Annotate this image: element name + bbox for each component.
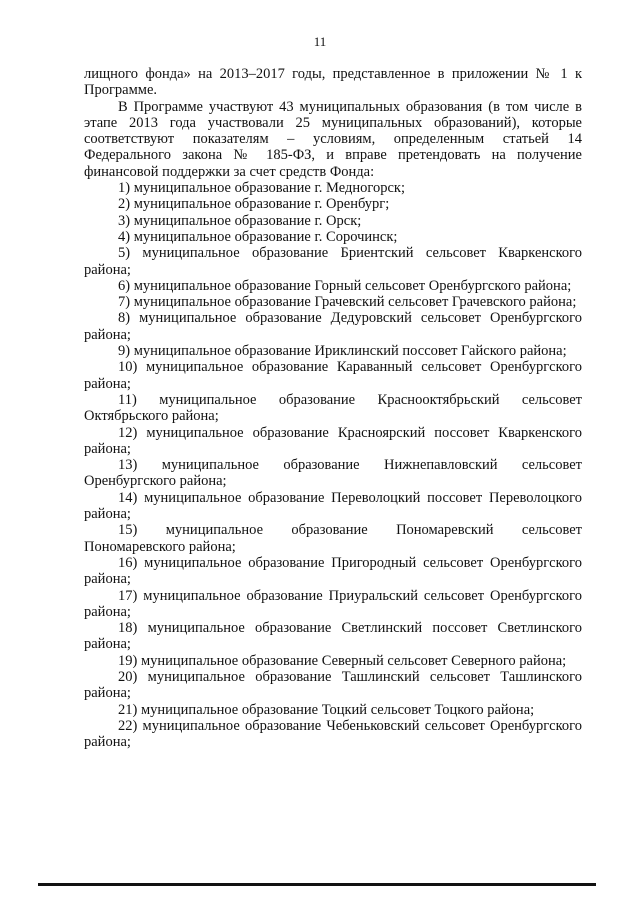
list-item-text: муниципальное образование Приуральский сельсовет Оренбургского района; [84, 587, 582, 620]
list-item [84, 180, 582, 196]
list-item-number: 11) [118, 391, 137, 408]
list-item [84, 522, 582, 555]
list-item-number: 13) [118, 457, 138, 474]
list-item-number: 18) [118, 620, 138, 637]
list-item-number: 19) [118, 652, 138, 669]
list-item-text: муниципальное образование Краснооктябрьский сельсовет Октябрьского района; [84, 391, 582, 425]
list-item-text: муниципальное образование г. Оренбург; [133, 196, 390, 213]
list-item-number: 10) [118, 359, 138, 376]
list-item-text: муниципальное образование Ириклинский поссовет Гайского района; [133, 343, 567, 360]
list-item-text: муниципальное образование Пригородный сельсовет Оренбургского района; [84, 554, 583, 588]
list-item-text: муниципальное образование Чебеньковский сельсовет Оренбургского района; [84, 717, 583, 751]
list-item [84, 457, 582, 490]
list-item-text: муниципальное образование Нижнепавловский сельсовет Оренбургского района; [84, 457, 583, 490]
list-item [84, 343, 582, 359]
list-item-number: 1) [118, 180, 131, 197]
list-item [84, 392, 582, 425]
list-item-number: 3) [118, 212, 131, 229]
page-number: 11 [313, 34, 327, 49]
list-item-text: муниципальное образование Грачевский сельсовет Грачевского района; [133, 294, 577, 311]
list-item-number: 17) [118, 587, 138, 604]
list-item-number: 16) [118, 554, 138, 571]
list-item-number: 20) [118, 668, 138, 685]
list-item-text: муниципальное образование Светлинский поссовет Светлинского района; [84, 620, 582, 653]
list-item [84, 425, 582, 458]
list-item-number: 12) [118, 424, 138, 441]
list-item [84, 294, 582, 310]
list-item [84, 653, 582, 669]
list-item [84, 229, 582, 245]
document-body [84, 66, 582, 750]
list-item [84, 718, 582, 751]
list-item-number: 6) [118, 277, 131, 294]
list-item [84, 196, 582, 212]
list-item-number: 15) [118, 522, 138, 539]
list-item [84, 278, 582, 294]
list-item-number: 14) [118, 489, 138, 506]
list-item-text: муниципальное образование Красноярский поссовет Кваркенского района; [84, 424, 582, 457]
list-item-number: 22) [118, 717, 138, 734]
list-item [84, 310, 582, 343]
list-item-text: муниципальное образование Переволоцкий поссовет Переволоцкого района; [84, 489, 582, 523]
list-item-text: муниципальное образование Тоцкий сельсовет Тоцкого района; [140, 701, 535, 718]
list-item-number: 9) [118, 343, 131, 360]
list-item-text: муниципальное образование Ташлинский сельсовет Ташлинского района; [84, 668, 582, 702]
list-item [84, 620, 582, 653]
list-item-text: муниципальное образование г. Сорочинск; [133, 228, 398, 245]
list-item-text: муниципальное образование г. Медногорск; [133, 180, 405, 197]
list-item-number: 2) [118, 196, 131, 213]
list-item [84, 213, 582, 229]
list-item-text: муниципальное образование Горный сельсовет Оренбургского района; [133, 277, 572, 294]
list-item [84, 245, 582, 278]
list-item-text: муниципальное образование Дедуровский сельсовет Оренбургского района; [84, 310, 582, 343]
intro-paragraph-tail: лищного фонда» на 2013–2017 годы, представленное в приложении № 1 к Программе. [84, 66, 582, 99]
municipality-list [84, 180, 582, 750]
main-paragraph: В Программе участвуют 43 муниципальных образования (в том числе в этапе 2013 года участвовали 25 муниципальных образований), которые соответствуют показателям – условиям, определенным статьей 14 Федерального закона № 185-ФЗ, и вправе претендовать на получение финансовой поддержки за счет средств Фонда: [84, 98, 582, 180]
list-item-text: муниципальное образование Пономаревский сельсовет Пономаревского района; [84, 522, 583, 555]
list-item [84, 588, 582, 621]
list-item-number: 8) [118, 310, 131, 327]
list-item-number: 21) [118, 701, 138, 718]
list-item-number: 7) [118, 294, 131, 311]
list-item-text: муниципальное образование Бриентский сельсовет Кваркенского района; [84, 245, 583, 278]
list-item [84, 490, 582, 523]
list-item-text: муниципальное образование Северный сельсовет Северного района; [140, 652, 567, 669]
list-item-text: муниципальное образование Караванный сельсовет Оренбургского района; [84, 359, 582, 392]
list-item-text: муниципальное образование г. Орск; [133, 212, 362, 229]
list-item [84, 669, 582, 702]
list-item [84, 702, 582, 718]
list-item-number: 4) [118, 228, 131, 245]
bottom-border-line [38, 883, 596, 886]
list-item [84, 555, 582, 588]
list-item [84, 359, 582, 392]
list-item-number: 5) [118, 245, 131, 262]
